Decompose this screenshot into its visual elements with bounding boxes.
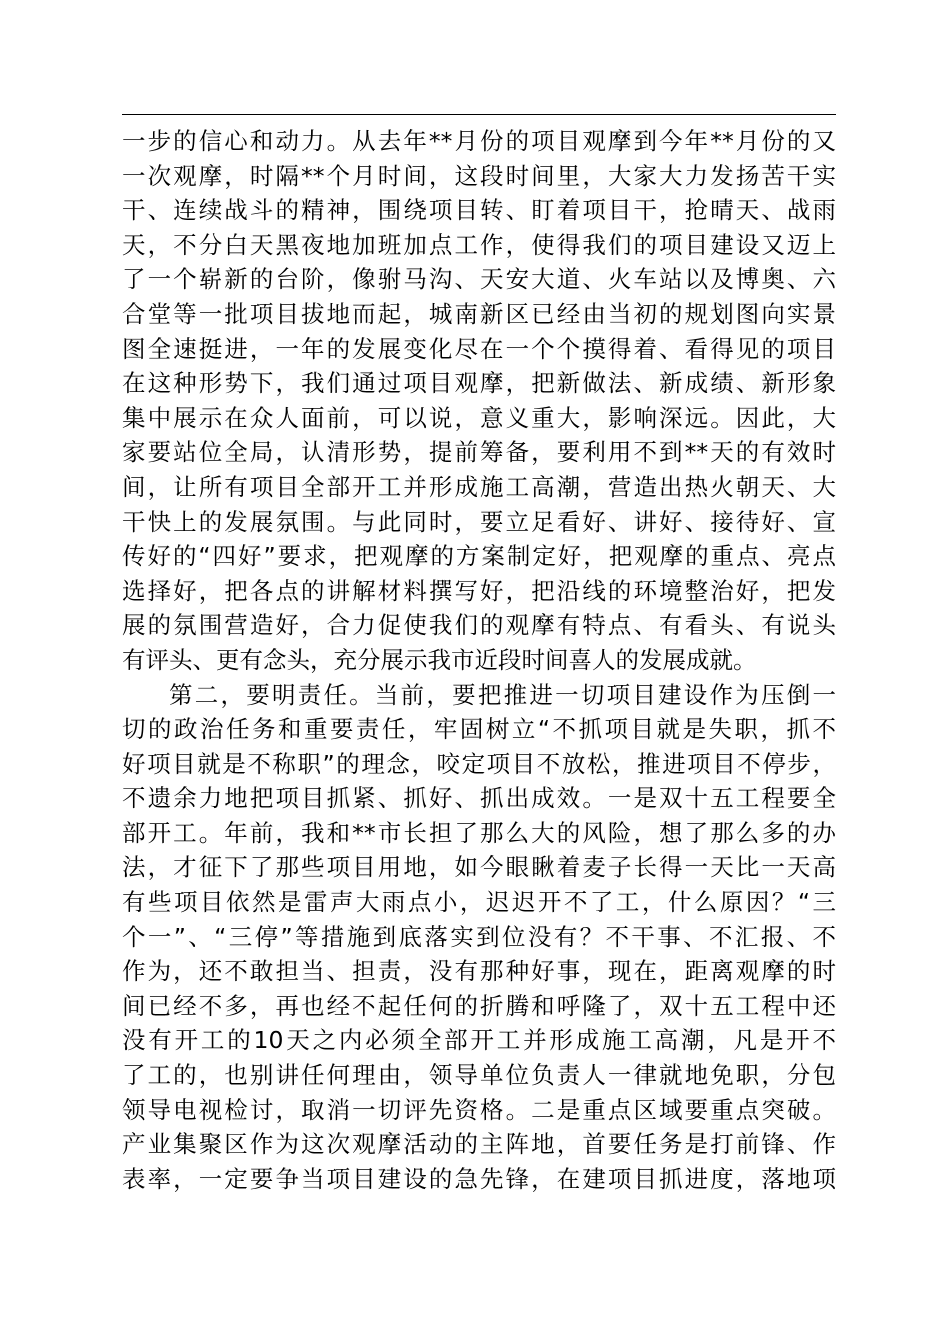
text-line: 选择好，把各点的讲解材料撰写好，把沿线的环境整治好，把发 [122, 576, 836, 605]
text-line: 领导电视检讨，取消一切评先资格。二是重点区域要重点突破。 [122, 1095, 836, 1124]
text-line: 切的政治任务和重要责任，牢固树立“不抓项目就是失职，抓不 [122, 715, 836, 744]
text-line: 好项目就是不称职”的理念，咬定项目不放松，推进项目不停步， [122, 749, 836, 778]
text-line: 干快上的发展氛围。与此同时，要立足看好、讲好、接待好、宣 [122, 507, 836, 536]
text-line: 一次观摩，时隔**个月时间，这段时间里，大家大力发扬苦干实 [122, 161, 836, 190]
text-line: 间，让所有项目全部开工并形成施工高潮，营造出热火朝天、大 [122, 472, 836, 501]
text-line: 作为，还不敢担当、担责，没有那种好事，现在，距离观摩的时 [122, 957, 836, 986]
text-line: 集中展示在众人面前，可以说，意义重大，影响深远。因此，大 [122, 403, 836, 432]
body-text [122, 124, 836, 1196]
text-line: 传好的“四好”要求，把观摩的方案制定好，把观摩的重点、亮点 [122, 542, 836, 571]
text-line: 表率，一定要争当项目建设的急先锋，在建项目抓进度，落地项 [122, 1164, 836, 1193]
text-line: 不遗余力地把项目抓紧、抓好、抓出成效。一是双十五工程要全 [122, 784, 836, 813]
text-line: 部开工。年前，我和**市长担了那么大的风险，想了那么多的办 [122, 818, 836, 847]
text-line: 天，不分白天黑夜地加班加点工作，使得我们的项目建设又迈上 [122, 230, 836, 259]
text-line: 间已经不多，再也经不起任何的折腾和呼隆了，双十五工程中还 [122, 991, 836, 1020]
text-line: 一步的信心和动力。从去年**月份的项目观摩到今年**月份的又 [122, 127, 836, 155]
text-line: 个一”、“三停”等措施到底落实到位没有？不干事、不汇报、不 [122, 922, 836, 951]
text-line: 产业集聚区作为这次观摩活动的主阵地，首要任务是打前锋、作 [122, 1130, 836, 1159]
text-line: 法，才征下了那些项目用地，如今眼瞅着麦子长得一天比一天高 [122, 853, 836, 882]
paragraph-end-line: 有评头、更有念头，充分展示我市近段时间喜人的发展成就。 [122, 645, 757, 674]
text-line: 了一个崭新的台阶，像驸马沟、天安大道、火车站以及博奥、六 [122, 265, 836, 294]
text-line: 了工的，也别讲任何理由，领导单位负责人一律就地免职，分包 [122, 1061, 836, 1090]
text-line: 展的氛围营造好，合力促使我们的观摩有特点、有看头、有说头 [122, 611, 836, 640]
header-rule [122, 114, 836, 115]
text-line: 合堂等一批项目拔地而起，城南新区已经由当初的规划图向实景 [122, 299, 836, 328]
text-line: 有些项目依然是雷声大雨点小，迟迟开不了工，什么原因？“三 [122, 888, 836, 917]
text-line: 图全速挺进，一年的发展变化尽在一个个摸得着、看得见的项目 [122, 334, 836, 363]
text-line: 干、连续战斗的精神，围绕项目转、盯着项目干，抢晴天、战雨 [122, 196, 836, 225]
text-line: 在这种形势下，我们通过项目观摩，把新做法、新成绩、新形象 [122, 369, 836, 398]
text-line: 家要站位全局，认清形势，提前筹备，要利用不到**天的有效时 [122, 438, 836, 467]
text-line: 没有开工的10天之内必须全部开工并形成施工高潮，凡是开不 [122, 1026, 836, 1055]
paragraph-start-line: 第二，要明责任。当前，要把推进一切项目建设作为压倒一 [169, 680, 836, 709]
